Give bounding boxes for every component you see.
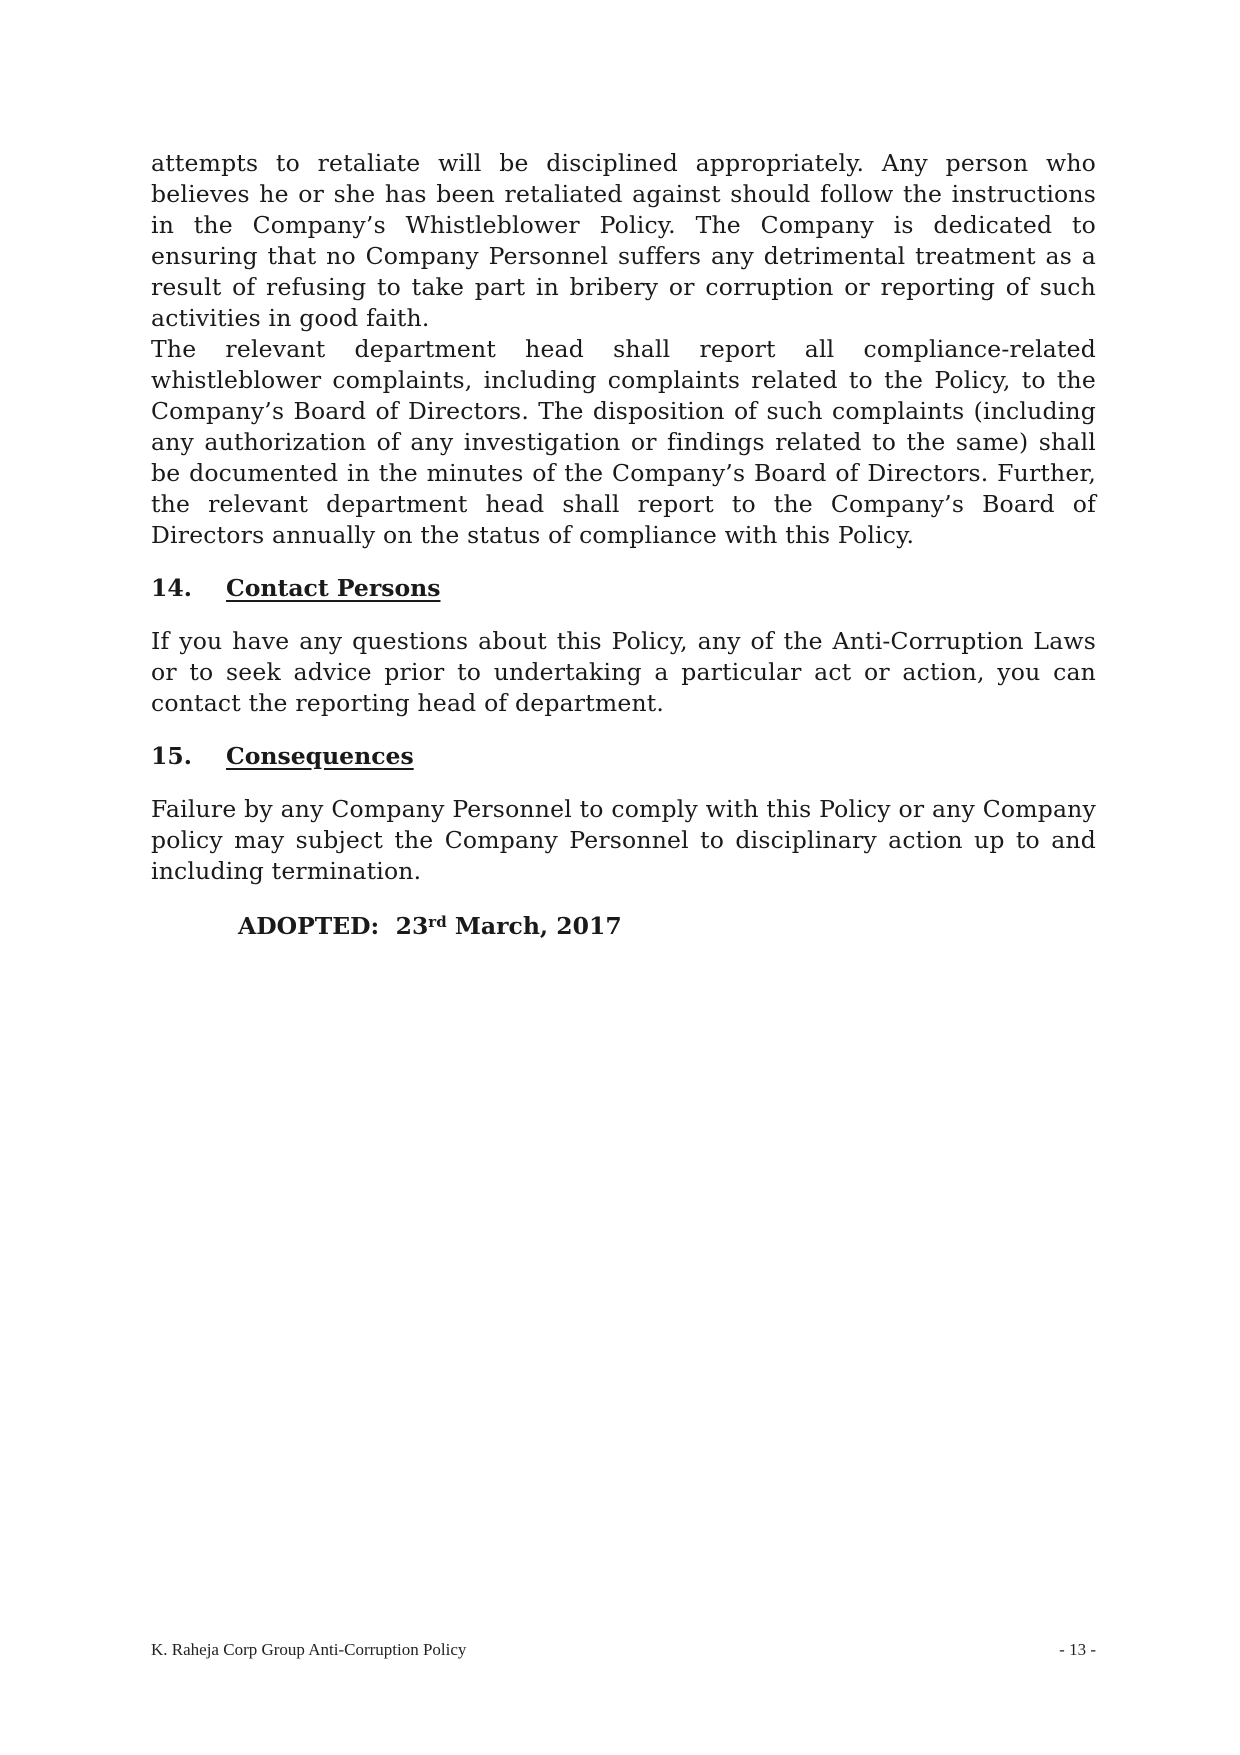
page-footer [151, 1640, 1096, 1660]
section-paragraph-consequences: Failure by any Company Personnel to comply with this Policy or any Company policy may subject the Company Personnel to disciplinary action up to and including termination. [151, 795, 1096, 885]
adopted-month-year: March, 2017 [454, 912, 622, 940]
section-title: Contact Persons [226, 574, 441, 602]
section-number: 15. [151, 742, 192, 770]
footer-page-number: - 13 - [1059, 1640, 1096, 1659]
adopted-day: 23 [395, 912, 429, 940]
adopted-date-line [238, 911, 1096, 942]
page-content [151, 148, 1096, 942]
section-title: Consequences [226, 742, 414, 770]
section-paragraph-contact-persons: If you have any questions about this Policy, any of the Anti-Corruption Laws or to seek advice prior to undertaking a particular act or action, you can contact the reporting head of department. [151, 627, 1096, 717]
section-number: 14. [151, 574, 192, 602]
section-heading-consequences [151, 741, 1096, 772]
body-paragraph-2: The relevant department head shall report all compliance-related whistleblower complaints, including complaints related to the Policy, to the Company’s Board of Directors. The disposition of such complaints (including any authorization of any investigation or findings related to the same) shall be documented in the minutes of the Company’s Board of Directors. Further, the relevant department head shall report to the Company’s Board of Directors annually on the status of compliance with this Policy. [151, 335, 1096, 549]
body-paragraph-1: attempts to retaliate will be disciplined appropriately. Any person who believes he or she has been retaliated against should follow the instructions in the Company’s Whistleblower Policy. The Company is dedicated to ensuring that no Company Personnel suffers any detrimental treatment as a result of refusing to take part in bribery or corruption or reporting of such activities in good faith. [151, 149, 1096, 332]
section-heading-contact-persons [151, 573, 1096, 604]
footer-document-title: K. Raheja Corp Group Anti-Corruption Policy [151, 1640, 467, 1659]
adopted-day-suffix: rd [428, 913, 447, 931]
adopted-label: ADOPTED: [238, 912, 380, 940]
